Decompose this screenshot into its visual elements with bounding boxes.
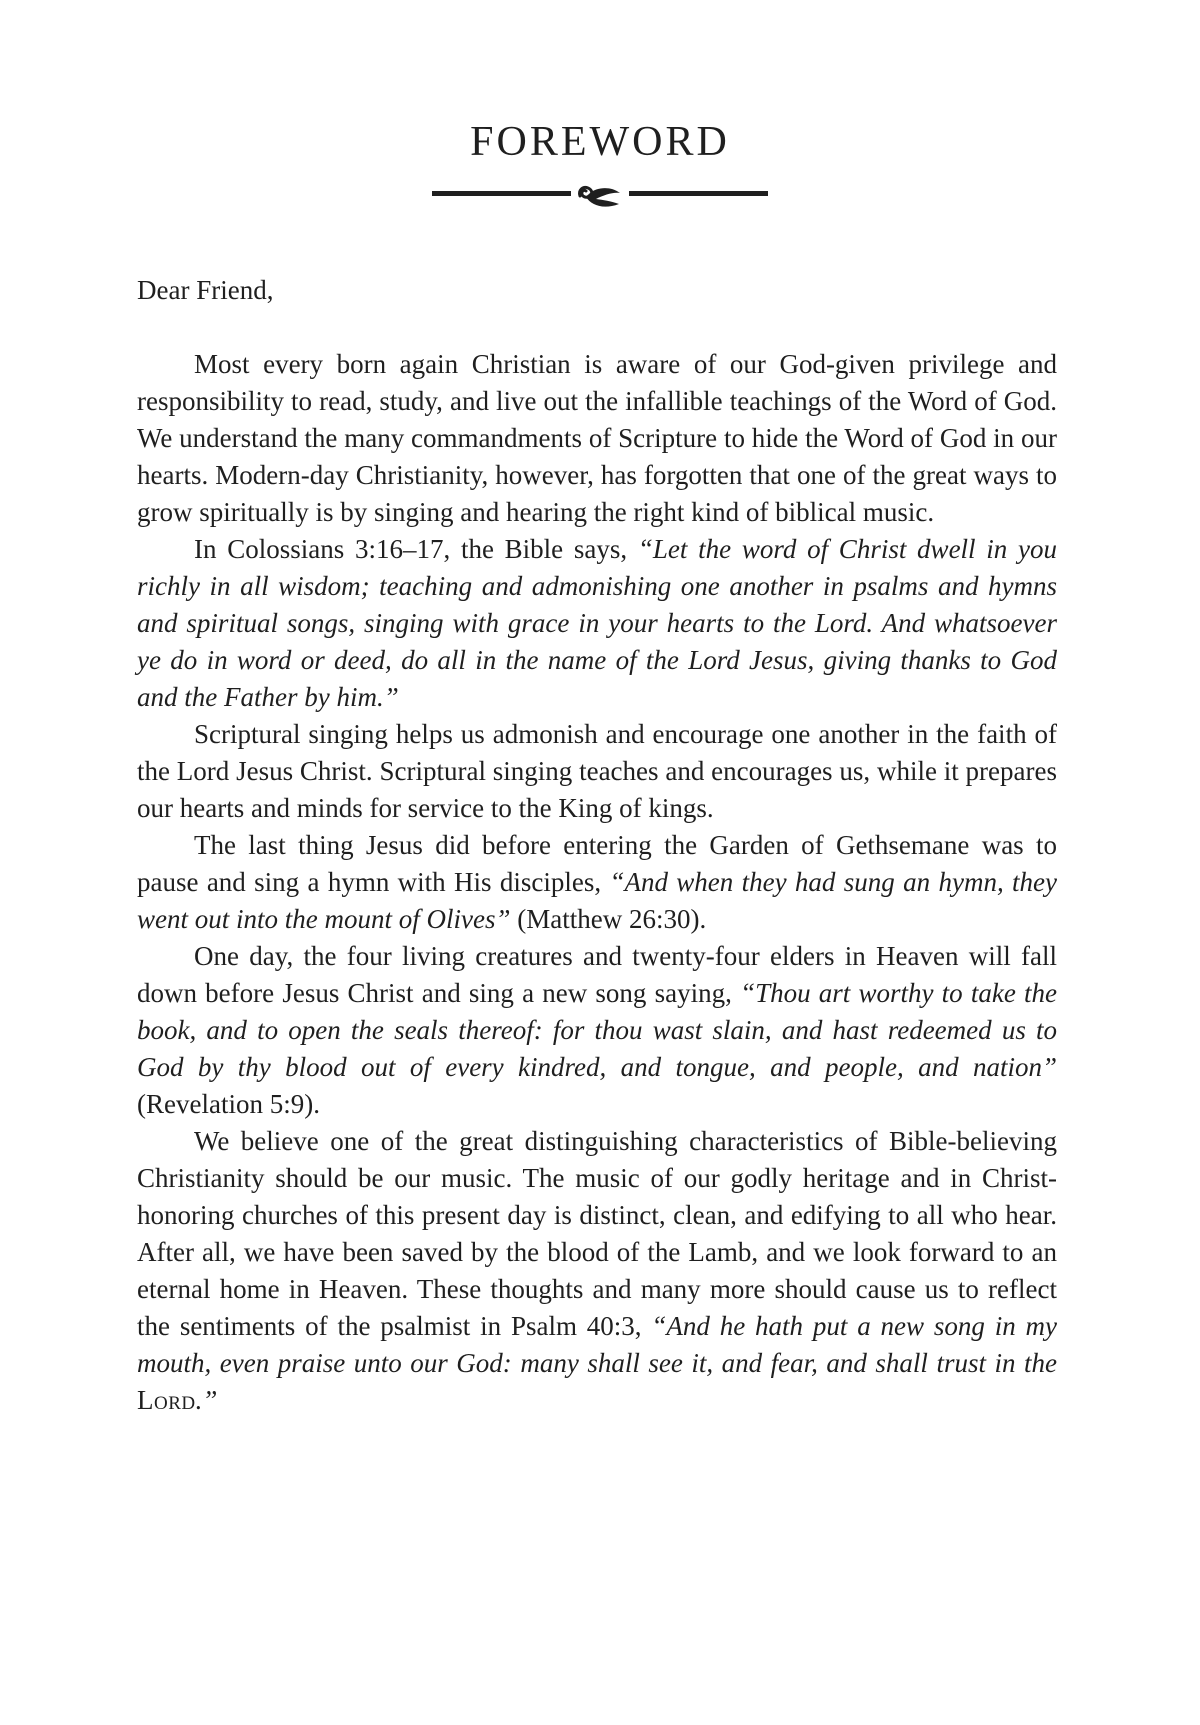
page-title: FOREWORD	[470, 119, 730, 165]
text-segment: Most every born again Christian is aware of our God-given privilege and responsibility to read, study, and live out the infallible teachings of the Word of God. We understand the many commandments of Scripture to hide the Word of God in our hearts. Modern-day Christianity, however, has forgotten that one of the great ways to grow spiritually is by singing and hearing the right kind of biblical music.	[137, 349, 1057, 527]
salutation: Dear Friend,	[137, 275, 274, 305]
text-segment: Scriptural singing helps us admonish and encourage one another in the faith of the Lord Jesus Christ. Scriptural singing teaches and encourages us, while it prepares our hearts and minds for service to the King of kings.	[137, 719, 1057, 823]
text-segment: In Colossians 3:16–17, the Bible says,	[194, 534, 638, 564]
text-segment: The last thing Jesus did before entering the Garden of Gethsemane was to pause and sing a hymn with His disciples,	[137, 830, 1057, 897]
paragraph	[137, 1123, 1057, 1419]
fleuron-leaf-icon	[573, 183, 627, 213]
paragraph	[137, 827, 1057, 938]
paragraph	[137, 531, 1057, 716]
rule-line-left	[432, 191, 571, 196]
paragraph	[137, 346, 1057, 531]
text-segment: .”	[195, 1385, 218, 1415]
text-segment: We believe one of the great distinguishing characteristics of Bible-believing Christianity should be our music. The music of our godly heritage and in Christ-honoring churches of this present day is distinct, clean, and edifying to all who hear. After all, we have been saved by the blood of the Lamb, and we look forward to an eternal home in Heaven. These thoughts and many more should cause us to reflect the sentiments of the psalmist in Psalm 40:3,	[137, 1126, 1057, 1341]
title-rule	[432, 176, 768, 210]
text-segment: (Matthew 26:30).	[510, 904, 707, 934]
foreword-body	[137, 272, 1057, 1419]
text-segment: One day, the four living creatures and twenty-four elders in Heaven will fall down before Jesus Christ and sing a new song saying,	[137, 941, 1057, 1008]
text-segment: (Revelation 5:9).	[137, 1089, 320, 1119]
paragraph	[137, 716, 1057, 827]
text-segment: “Let the word of Christ dwell in you richly in all wisdom; teaching and admonishing one another in psalms and hymns and spiritual songs, singing with grace in your hearts to the Lord. And whatsoever ye do in word or deed, do all in the name of the Lord Jesus, giving thanks to God and the Father by him.”	[137, 534, 1057, 712]
rule-line-right	[629, 191, 768, 196]
text-segment: Lord	[137, 1385, 196, 1415]
paragraph	[137, 938, 1057, 1123]
text-segment: “Thou art worthy to take the book, and to open the seals thereof: for thou wast slain, and hast redeemed us to God by thy blood out of every kindred, and tongue, and people, and nation”	[137, 978, 1057, 1082]
text-segment: “And when they had sung an hymn, they went out into the mount of Olives”	[137, 867, 1058, 934]
paragraphs-container	[137, 346, 1057, 1419]
text-segment: “And he hath put a new song in my mouth, even praise unto our God: many shall see it, and fear, and shall trust in the	[137, 1311, 1058, 1378]
chapter-header	[0, 0, 1200, 210]
